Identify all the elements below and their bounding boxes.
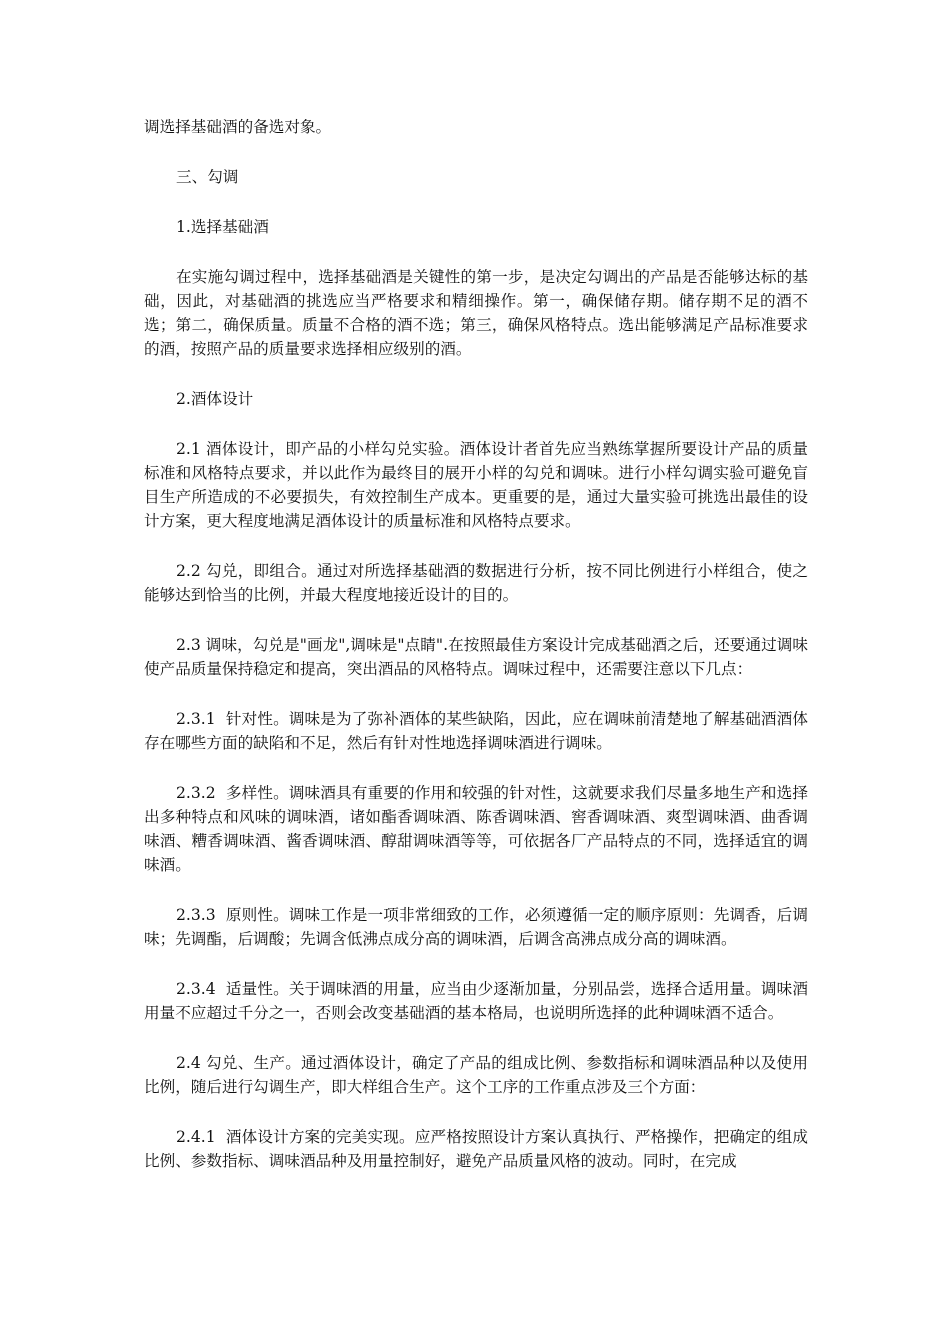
paragraph-2-4: 2.4 勾兑、生产。通过酒体设计，确定了产品的组成比例、参数指标和调味酒品种以及使用比例，随后进行勾调生产，即大样组合生产。这个工序的工作重点涉及三个方面：: [144, 1054, 808, 1096]
paragraph-base-liquor-selection: 在实施勾调过程中，选择基础酒是关键性的第一步，是决定勾调出的产品是否能够达标的基础，因此，对基础酒的挑选应当严格要求和精细操作。第一，确保储存期。储存期不足的酒不选；第二，确保质量。质量不合格的酒不选；第三，确保风格特点。选出能够满足产品标准要求的酒，按照产品的质量要求选择相应级别的酒。: [144, 268, 808, 358]
paragraph-continuation: 调选择基础酒的备选对象。: [144, 118, 332, 136]
paragraph-2-2: 2.2 勾兑，即组合。通过对所选择基础酒的数据进行分析，按不同比例进行小样组合，使之能够达到恰当的比例，并最大程度地接近设计的目的。: [144, 562, 808, 604]
document-page: [144, 115, 808, 1199]
paragraph-2-3-3: 2.3.3 原则性。调味工作是一项非常细致的工作，必须遵循一定的顺序原则：先调香，后调味；先调酯，后调酸；先调含低沸点成分高的调味酒，后调含高沸点成分高的调味酒。: [144, 906, 808, 948]
subheading-body-design: 2.酒体设计: [176, 390, 254, 408]
subheading-select-base-liquor: 1.选择基础酒: [176, 218, 269, 236]
paragraph-2-3: 2.3 调味，勾兑是"画龙",调味是"点睛".在按照最佳方案设计完成基础酒之后，还要通过调味使产品质量保持稳定和提高，突出酒品的风格特点。调味过程中，还需要注意以下几点：: [144, 636, 808, 678]
paragraph-2-1: 2.1 酒体设计，即产品的小样勾兑实验。酒体设计者首先应当熟练掌握所要设计产品的质量标准和风格特点要求，并以此作为最终目的展开小样的勾兑和调味。进行小样勾调实验可避免盲目生产所造成的不必要损失，有效控制生产成本。更重要的是，通过大量实验可挑选出最佳的设计方案，更大程度地满足酒体设计的质量标准和风格特点要求。: [144, 440, 808, 530]
section-heading-blending: 三、勾调: [176, 168, 239, 186]
paragraph-2-4-1: 2.4.1 酒体设计方案的完美实现。应严格按照设计方案认真执行、严格操作，把确定的组成比例、参数指标、调味酒品种及用量控制好，避免产品质量风格的波动。同时，在完成: [144, 1128, 808, 1170]
paragraph-2-3-2: 2.3.2 多样性。调味酒具有重要的作用和较强的针对性，这就要求我们尽量多地生产和选择出多种特点和风味的调味酒，诸如酯香调味酒、陈香调味酒、窖香调味酒、爽型调味酒、曲香调味酒、糟香调味酒、酱香调味酒、醇甜调味酒等等，可依据各厂产品特点的不同，选择适宜的调味酒。: [144, 784, 808, 874]
paragraph-2-3-1: 2.3.1 针对性。调味是为了弥补酒体的某些缺陷，因此，应在调味前清楚地了解基础酒酒体存在哪些方面的缺陷和不足，然后有针对性地选择调味酒进行调味。: [144, 710, 808, 752]
paragraph-2-3-4: 2.3.4 适量性。关于调味酒的用量，应当由少逐渐加量，分别品尝，选择合适用量。调味酒用量不应超过千分之一，否则会改变基础酒的基本格局，也说明所选择的此种调味酒不适合。: [144, 980, 808, 1022]
